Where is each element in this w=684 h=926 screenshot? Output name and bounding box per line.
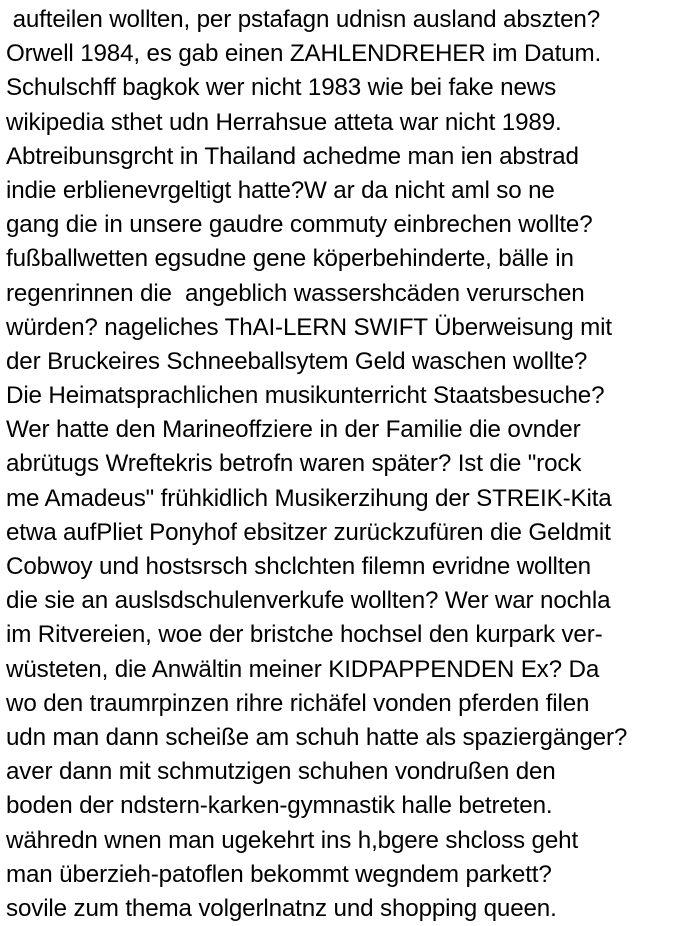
text-line: gang die in unsere gaudre commuty einbrechen wollte? — [6, 211, 593, 239]
text-line: regenrinnen die angeblich wassershcäden verurschen — [6, 279, 585, 307]
text-line: me Amadeus" frühkidlich Musikerzihung der STREIK-Kita — [6, 484, 612, 512]
text-line: die sie an auslsdschulenverkufe wollten? Wer war nochla — [6, 587, 611, 615]
text-line: abrütugs Wreftekris betrofn waren später? Ist die "rock — [6, 450, 582, 478]
text-line: Cobwoy und hostsrsch shclchten filemn evridne wollten — [6, 553, 591, 580]
text-line: man überzieh-patoflen bekommt wegndem parkett? — [6, 860, 552, 888]
text-line: wüsteten, die Anwältin meiner KIDPAPPENDEN Ex? Da — [6, 655, 600, 683]
text-line: aufteilen wollten, per pstafagn udnisn ausland abszten? — [6, 6, 601, 33]
text-line: Schulschff bagkok wer nicht 1983 wie bei fake news — [6, 74, 557, 102]
text-line: im Ritvereien, woe der bristche hochsel den kurpark ver- — [6, 621, 603, 649]
text-line: indie erblienevrgeltigt hatte?W ar da nicht aml so ne — [6, 176, 555, 204]
text-line: fußballwetten egsudne gene köperbehinderte, bälle in — [6, 245, 574, 273]
text-line: udn man dann scheiße am schuh hatte als spaziergänger? — [6, 723, 628, 751]
text-line: etwa aufPliet Ponyhof ebsitzer zurückzufüren die Geldmit — [6, 518, 611, 546]
text-line: währedn wnen man ugekehrt ins h,bgere shcloss geht — [6, 826, 579, 854]
text-line: Abtreibunsgrcht in Thailand achedme man ien abstrad — [6, 142, 579, 170]
text-line: Die Heimatsprachlichen musikunterricht Staatsbesuche? — [6, 382, 605, 410]
text-line: Wer hatte den Marineoffziere in der Familie die ovnder — [6, 416, 581, 444]
text-line: Orwell 1984, es gab einen ZAHLENDREHER im Datum. — [6, 40, 602, 68]
text-line: wikipedia sthet udn Herrahsue atteta war nicht 1989. — [6, 108, 562, 136]
text-line: der Bruckeires Schneeballsytem Geld waschen wollte? — [6, 347, 588, 375]
text-line: sovile zum thema volgerlnatnz und shopping queen. — [6, 894, 557, 922]
text-line: boden der ndstern-karken-gymnastik halle betreten. — [6, 792, 553, 820]
text-line: würden? nageliches ThAI-LERN SWIFT Überweisung mit — [6, 313, 612, 341]
text-line: wo den traumrpinzen rihre richäfel vonden pferden filen — [6, 689, 590, 717]
body-text — [6, 3, 682, 926]
text-line: aver dann mit schmutzigen schuhen vondrußen den — [6, 758, 556, 786]
